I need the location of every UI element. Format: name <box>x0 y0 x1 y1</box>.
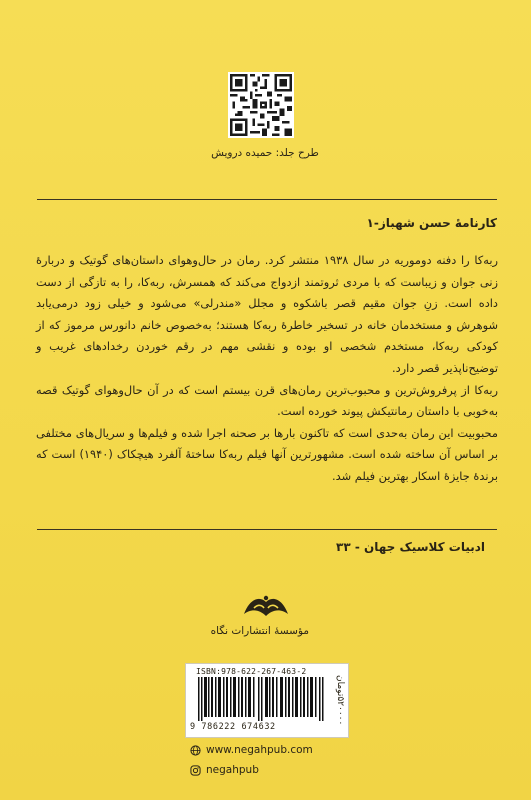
top-divider <box>37 199 497 200</box>
description-paragraph-1: ربه‌کا را دفنه دوموریه در سال ۱۹۳۸ منتشر کرد. رمان در حال‌وهوای داستان‌های گوتیک و دربارهٔ زنی جوان و زیباست که با مردی ثروتمند ازدواج می‌کند که همسرش، ربه‌کا، را به تازگی از دست داده است. زنِ جوان مقیم قصر باشکوه و مجلل «مندرلی» می‌شود و خیلی زود درمی‌یابد شوهرش و مستخدمان خانه در تسخیر خاطرهٔ ربه‌کا هستند؛ به‌خصوص خانم دانورس مرموز که از کودکی ربه‌کا، مستخدم شخصی او بوده و نقشی مهم در رقم خوردن رخدادهای غریب و توضیح‌ناپذیر قصر دارد. <box>36 253 499 375</box>
description-text <box>36 250 498 488</box>
instagram-handle[interactable]: negahpub <box>206 764 259 776</box>
barcode-graphic <box>198 677 326 721</box>
instagram-icon <box>190 765 201 776</box>
publisher-name: مؤسسهٔ انتشارات نگاه <box>210 625 309 637</box>
bottom-divider <box>37 529 497 530</box>
isbn-text: ISBN:978-622-267-463-2 <box>196 667 307 676</box>
description-paragraph-3: محبوبیت این رمان به‌حدی است که تاکنون بارها بر صحنه اجرا شده و فیلم‌ها و سریال‌های مختلفی بر اساس آن ساخته شده است. مشهورترین آنها فیلم ربه‌کا ساختهٔ آلفرد هیچکاک (۱۹۴۰) است که برندهٔ جایزهٔ اسکار بهترین فیلم شد. <box>36 425 499 483</box>
instagram-line <box>190 764 259 776</box>
qr-code <box>228 72 294 138</box>
series-title-top: کارنامهٔ حسن شهباز-۱ <box>366 216 497 230</box>
negah-publisher-logo <box>240 592 292 622</box>
description-paragraph-2: ربه‌کا از پرفروش‌ترین و محبوب‌ترین رمان‌های قرن بیستم است که در آن حال‌وهوای گوتیک قصه به‌خوبی با داستان رمانتیکش پیوند خورده است. <box>36 382 498 419</box>
barcode-number: 9 786222 674632 <box>190 722 276 732</box>
price-label: ۵۲۰۰۰۰تومان <box>335 674 345 726</box>
publisher-block <box>210 592 309 637</box>
globe-icon <box>190 745 201 756</box>
cover-designer-credit: طرح جلد: حمیده درویش <box>211 147 319 159</box>
series-title-bottom: ادبیات کلاسیک جهان - ۳۳ <box>336 540 485 554</box>
website-url[interactable]: www.negahpub.com <box>206 744 313 756</box>
barcode-sticker <box>185 663 349 738</box>
qr-code-graphic <box>230 74 292 136</box>
website-line <box>190 744 313 756</box>
